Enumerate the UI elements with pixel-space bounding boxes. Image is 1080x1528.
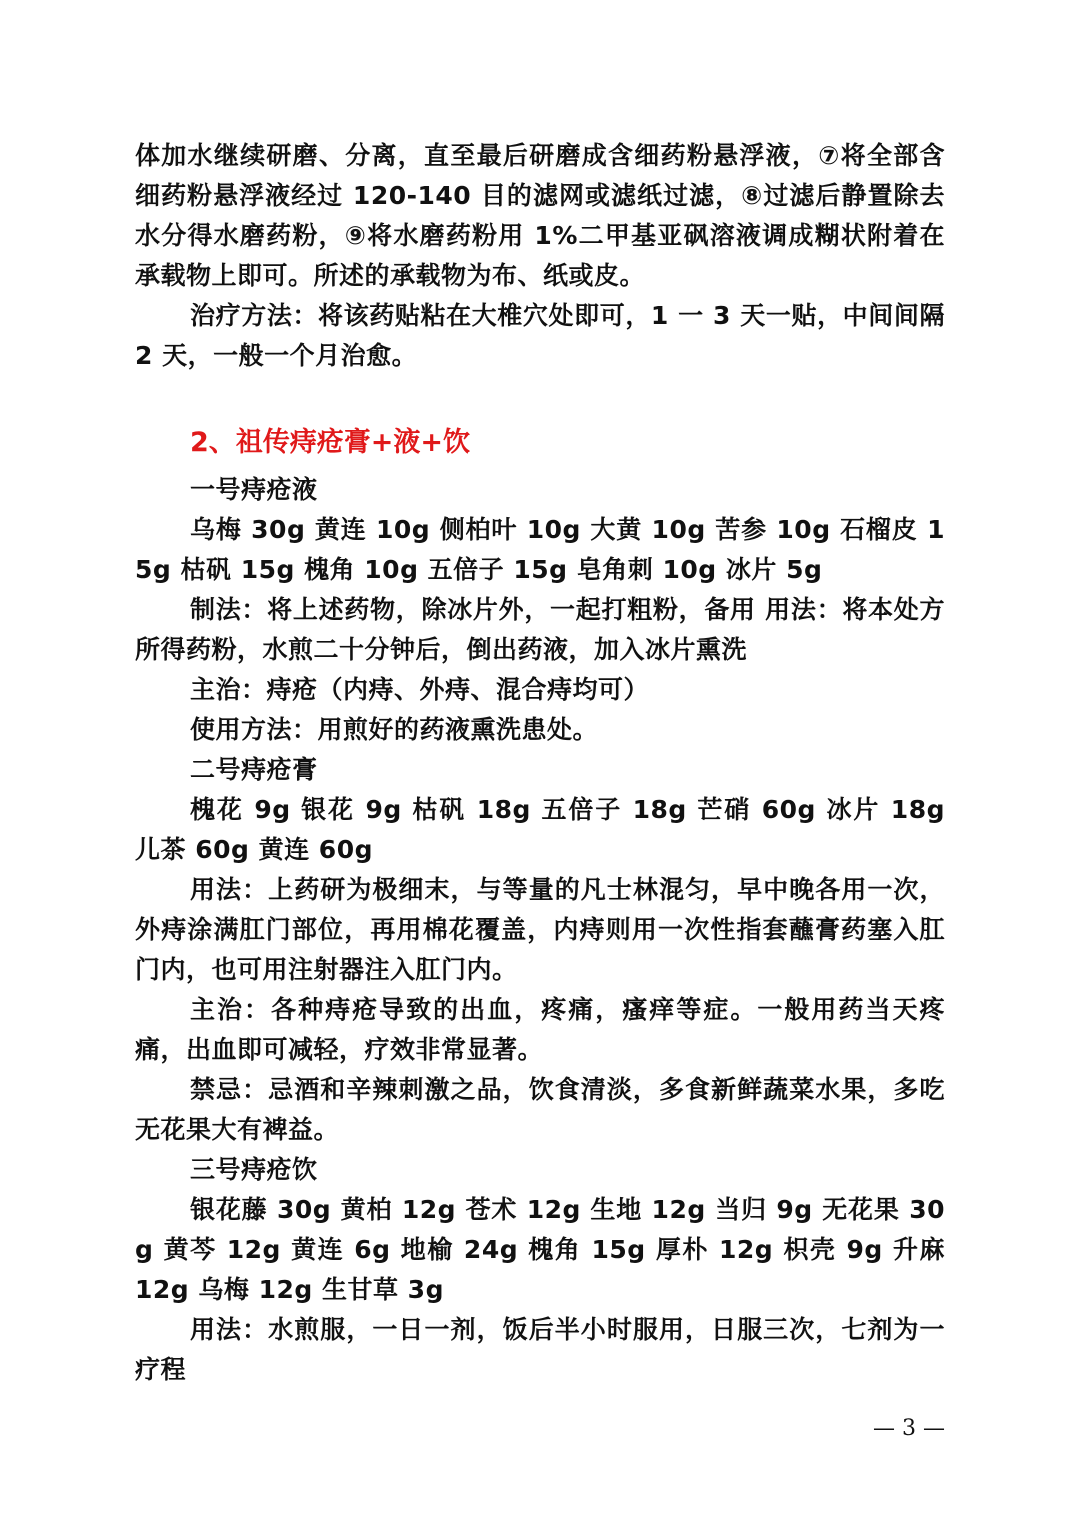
section-one-ingredients: 乌梅 30g 黄连 10g 侧柏叶 10g 大黄 10g 苦参 10g 石榴皮 15g 枯矾 15g 槐角 10g 五倍子 15g 皂角刺 10g 冰片 5g [135, 515, 945, 584]
section-three-usage: 用法：水煎服，一日一剂，饭后半小时服用，日服三次，七剂为一疗程 [135, 1315, 945, 1384]
section-heading: 2、祖传痔疮膏+液+饮 [190, 427, 471, 458]
section-two-ingredients: 槐花 9g 银花 9g 枯矾 18g 五倍子 18g 芒硝 60g 冰片 18g 儿茶 60g 黄连 60g [135, 795, 945, 864]
section-three-ingredients: 银花藤 30g 黄柏 12g 苍术 12g 生地 12g 当归 9g 无花果 30g 黄芩 12g 黄连 6g 地榆 24g 槐角 15g 厚朴 12g 枳壳 9g 升麻 12g 乌梅 12g 生甘草 3g [135, 1195, 945, 1304]
section-two-contraindication: 禁忌：忌酒和辛辣刺激之品，饮食清淡，多食新鲜蔬菜水果，多吃无花果大有裨益。 [135, 1075, 945, 1144]
section-two-usage: 用法：上药研为极细末，与等量的凡士林混匀，早中晚各用一次，外痔涂满肛门部位，再用棉花覆盖，内痔则用一次性指套蘸膏药塞入肛门内，也可用注射器注入肛门内。 [135, 875, 945, 984]
document-body [135, 136, 945, 1390]
section-one-preparation: 制法：将上述药物，除冰片外，一起打粗粉，备用 用法：将本处方所得药粉，水煎二十分钟后，倒出药液，加入冰片熏洗 [135, 595, 945, 664]
section-two-title: 二号痔疮膏 [190, 755, 318, 784]
section-one-indication: 主治：痔疮（内痔、外痔、混合痔均可） [190, 675, 650, 704]
page-number: — 3 — [873, 1416, 945, 1441]
section-three-title: 三号痔疮饮 [190, 1155, 318, 1184]
paragraph-preparation-continued: 体加水继续研磨、分离，直至最后研磨成含细药粉悬浮液，⑦将全部含细药粉悬浮液经过 120-140 目的滤网或滤纸过滤，⑧过滤后静置除去水分得水磨药粉，⑨将水磨药粉用 1%二甲基亚砜溶液调成糊状附着在承载物上即可。所述的承载物为布、纸或皮。 [135, 141, 945, 290]
section-one-usage: 使用方法：用煎好的药液熏洗患处。 [190, 715, 599, 744]
section-two-indication: 主治：各种痔疮导致的出血，疼痛，瘙痒等症。一般用药当天疼痛，出血即可减轻，疗效非常显著。 [135, 995, 945, 1064]
paragraph-treatment-method: 治疗方法：将该药贴粘在大椎穴处即可，1 一 3 天一贴，中间间隔 2 天，一般一个月治愈。 [135, 301, 945, 370]
section-one-title: 一号痔疮液 [190, 475, 318, 504]
